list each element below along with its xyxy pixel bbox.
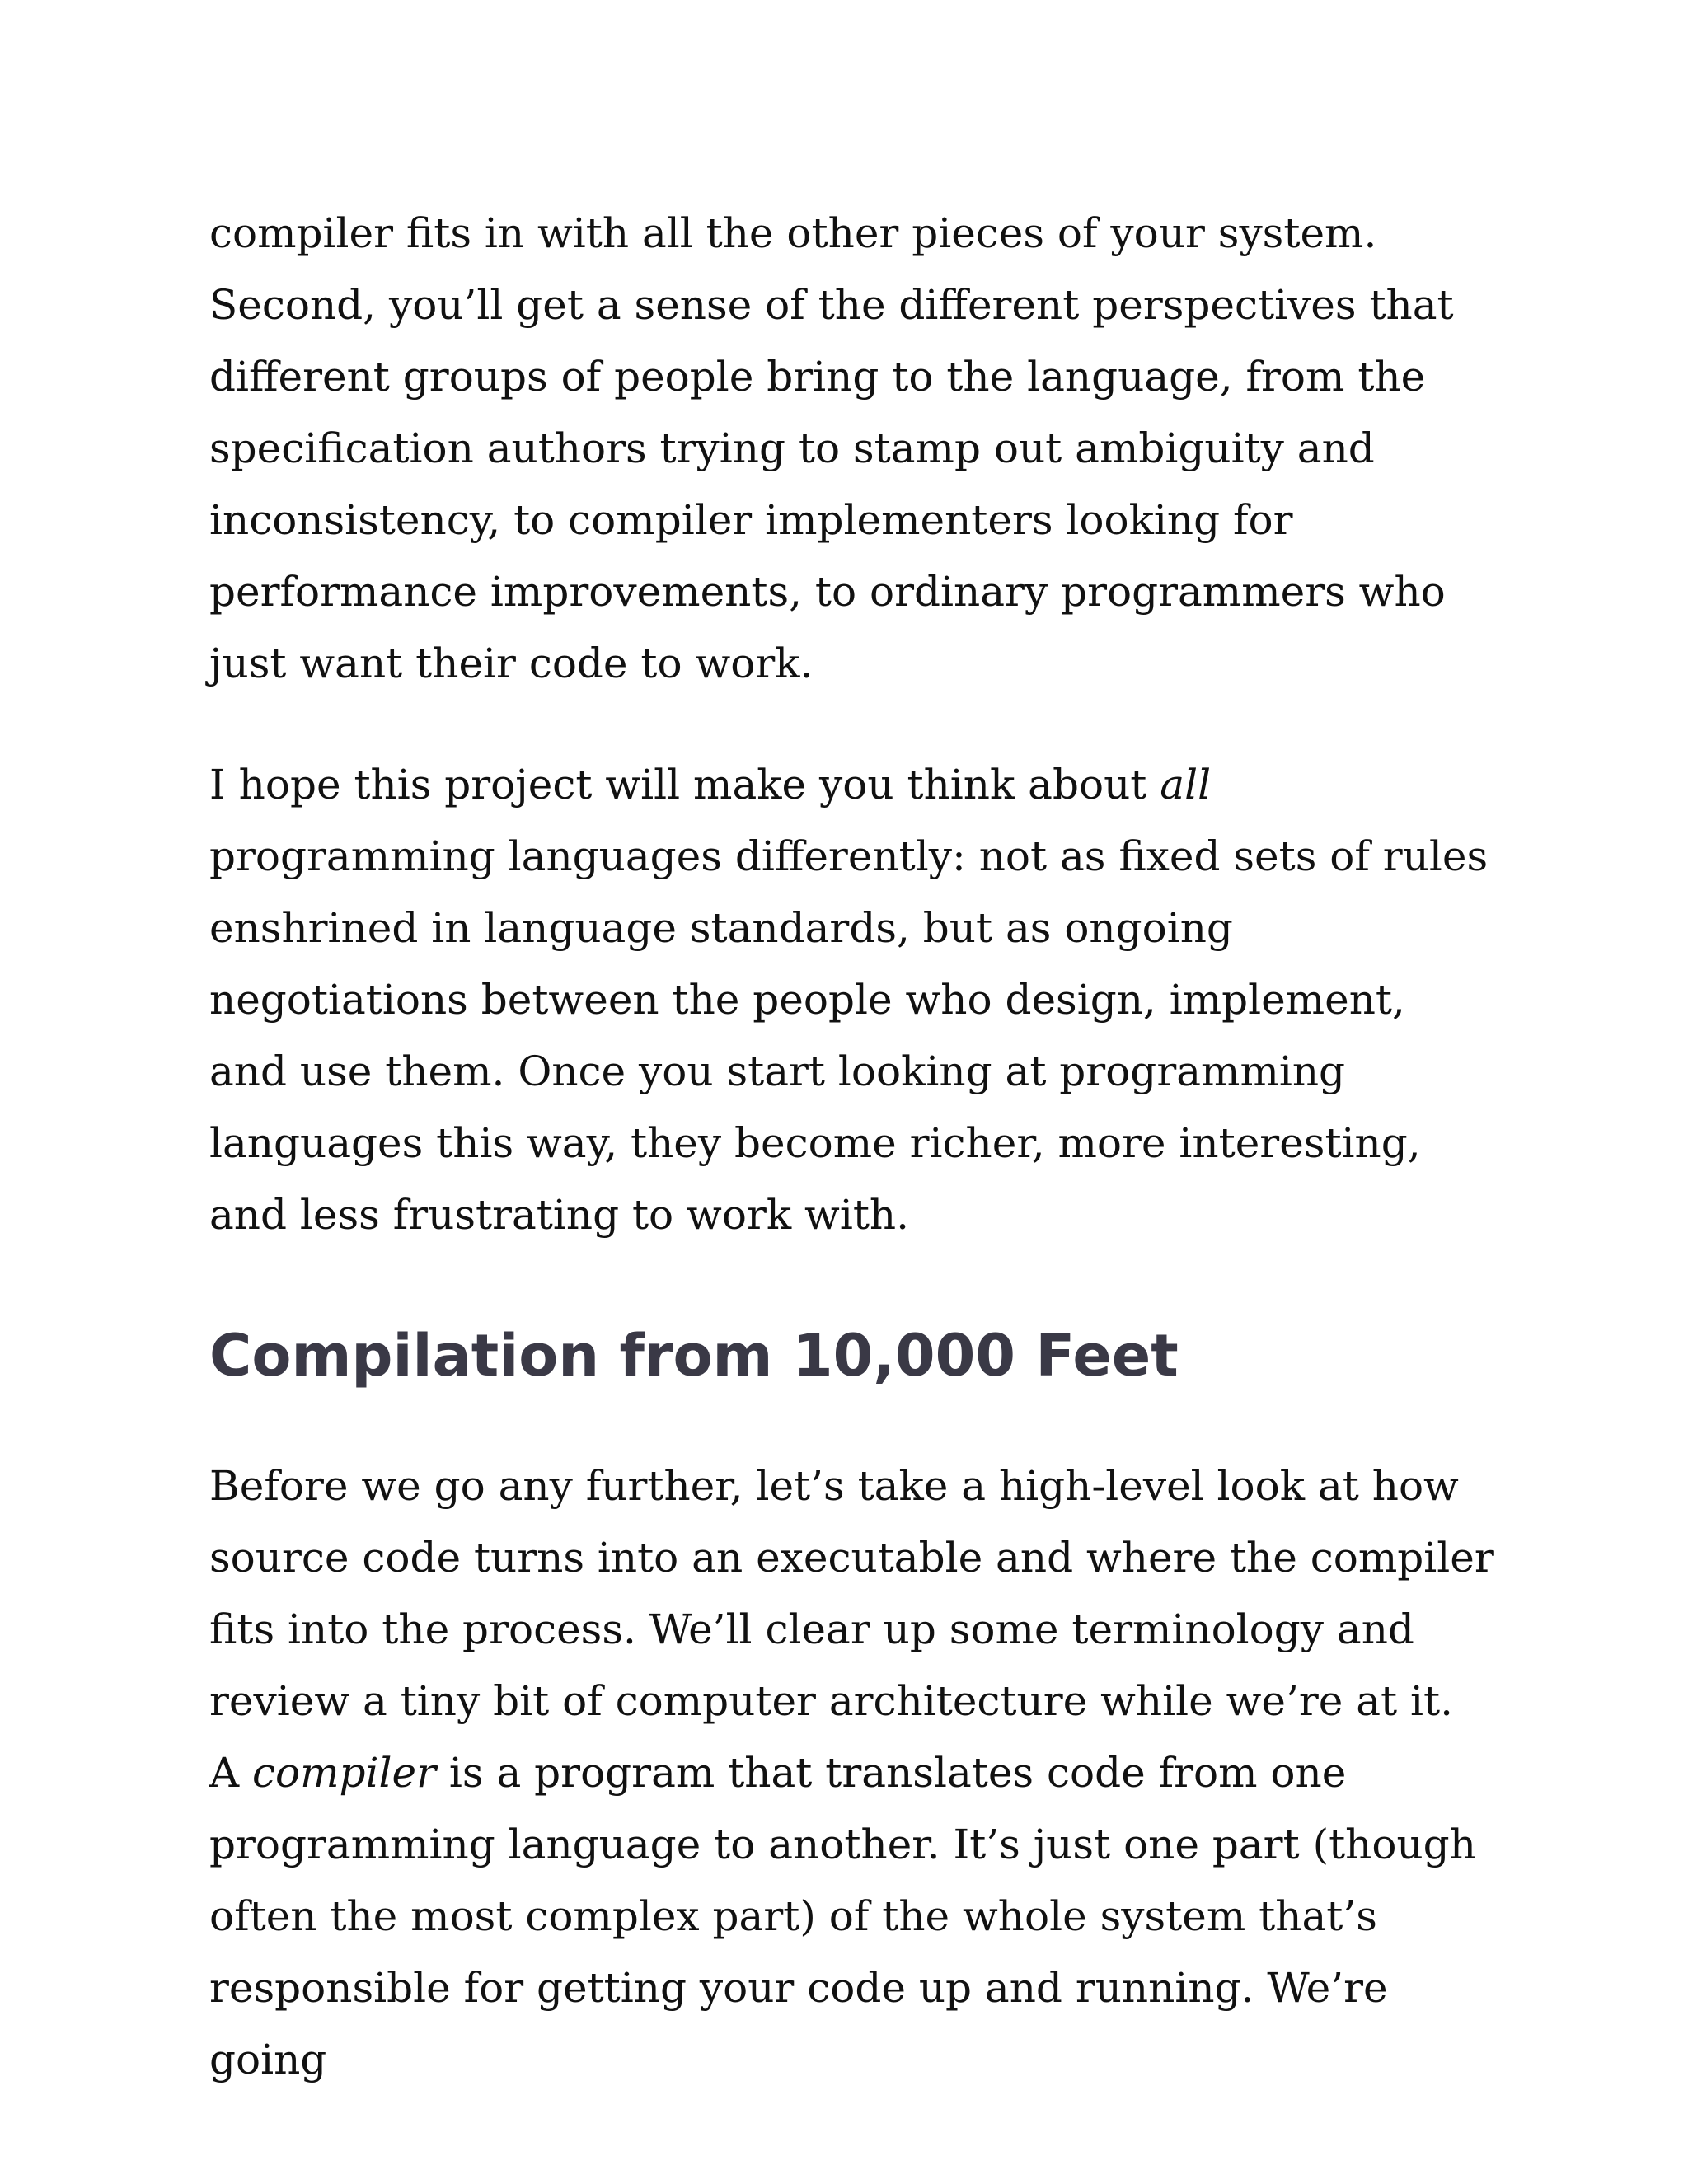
paragraph-text: is a program that translates code from one programming language to another. It’s just one part (though often the most complex part) of the whole system that’s responsible for getting your code up and running. We’re going: [209, 1749, 1476, 2083]
paragraph-hope: [209, 749, 1495, 1251]
paragraph-text: programming languages differently: not as fixed sets of rules enshrined in language standards, but as ongoing negotiations between the people who design, implement, and use them. Once you start looking at programming languages this way, they become richer, more interesting, and less frustrating to work with.: [209, 832, 1489, 1239]
document-page: [209, 198, 1495, 2096]
paragraph-text: Before we go any further, let’s take a high-level look at how source code turns into an executable and where the compiler fits into the process. We’ll clear up some terminology and review a tiny bit of computer architecture while we’re at it. A: [209, 1462, 1494, 1797]
paragraph-compilation-overview: [209, 1451, 1495, 2096]
paragraph-intro-continuation: [209, 198, 1495, 700]
paragraph-text: I hope this project will make you think about: [209, 761, 1160, 808]
emphasis-text: all: [1160, 761, 1212, 808]
paragraph-text: compiler fits in with all the other pieces of your system. Second, you’ll get a sense of the different perspectives that different groups of people bring to the language, from the specification authors trying to stamp out ambiguity and inconsistency, to compiler implementers looking for performance improvements, to ordinary programmers who just want their code to work.: [209, 209, 1454, 687]
emphasis-text: compiler: [252, 1749, 437, 1797]
section-heading: Compilation from 10,000 Feet: [209, 1322, 1179, 1390]
